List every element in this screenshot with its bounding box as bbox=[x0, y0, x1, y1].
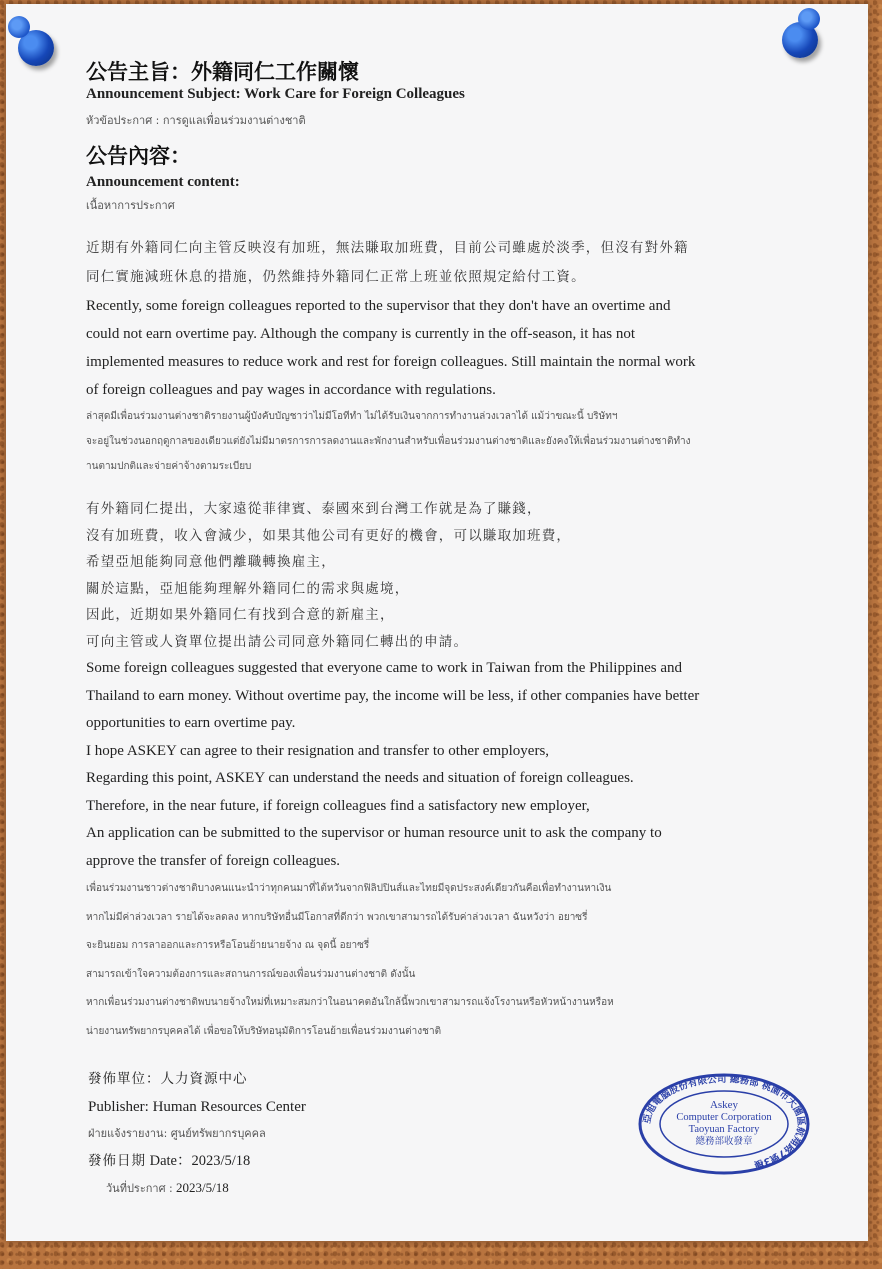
p1-en-line: implemented measures to reduce work and rest for foreign colleagues. Still maintain the normal work bbox=[86, 354, 696, 370]
stamp-line-4: 總務部收發章 bbox=[695, 1136, 753, 1147]
stamp-line-1: Askey bbox=[709, 1099, 739, 1111]
p2-th-line: จะยินยอม การลาออกและการหรือโอนย้ายนายจ้าง ณ จุดนี้ อยาซรี่ bbox=[86, 940, 370, 951]
date-label-zh: 發佈日期 bbox=[88, 1153, 146, 1169]
p2-zh-line: 有外籍同仁提出，大家遠從菲律賓、泰國來到台灣工作就是為了賺錢， bbox=[86, 501, 542, 517]
p2-en-line: I hope ASKEY can agree to their resignation and transfer to other employers, bbox=[86, 742, 550, 759]
p2-en-line: Thailand to earn money. Without overtime pay, the income will be less, if other companies have better bbox=[86, 687, 700, 704]
p2-en-line: opportunities to earn overtime pay. bbox=[86, 715, 296, 731]
p2-th-line: หากไม่มีค่าล่วงเวลา รายได้จะลดลง หากบริษัทอื่นมีโอกาสที่ดีกว่า พวกเขาสามารถได้รับค่าล่วงเวลา ฉันหวังว่า อยาซรี่ bbox=[86, 911, 588, 923]
p2-en-line: approve the transfer of foreign colleagues. bbox=[86, 852, 341, 869]
company-seal-stamp bbox=[636, 1072, 812, 1176]
publisher-en: Publisher: Human Resources Center bbox=[88, 1099, 306, 1115]
subject-title-en: Announcement Subject: Work Care for Foreign Colleagues bbox=[86, 86, 465, 102]
p2-th-line: สามารถเข้าใจความต้องการและสถานการณ์ของเพื่อนร่วมงานต่างชาติ ดังนั้น bbox=[86, 968, 416, 980]
publisher-th: ฝ่ายแจ้งรายงาน: ศูนย์ทรัพยากรบุคคล bbox=[88, 1127, 266, 1140]
p2-en-line: Some foreign colleagues suggested that everyone came to work in Taiwan from the Philippines and bbox=[86, 660, 683, 676]
p2-en-line: Therefore, in the near future, if foreign colleagues find a satisfactory new employer, bbox=[86, 797, 590, 814]
content-heading-en: Announcement content: bbox=[86, 174, 240, 190]
publisher-zh: 發佈單位：人力資源中心 bbox=[88, 1071, 248, 1087]
p1-th-line: ล่าสุดมีเพื่อนร่วมงานต่างชาติรายงานผู้บังคับบัญชาว่าไม่มีโอทีทำ ไม่ได้รับเงินจากการทำงานล่วงเวลาได้ แม้ว่าขณะนี้ บริษัทฯ bbox=[86, 411, 618, 422]
p2-th-line: เพื่อนร่วมงานชาวต่างชาติบางคนแนะนำว่าทุกคนมาที่ไต้หวันจากฟิลิปปินส์และไทยมีจุดประสงค์เดียวกันคือเพื่อทำงานหาเงิน bbox=[86, 883, 612, 894]
p1-en-line: of foreign colleagues and pay wages in accordance with regulations. bbox=[86, 382, 496, 398]
p2-th-line: หากเพื่อนร่วมงานต่างชาติพบนายจ้างใหม่ที่เหมาะสมกว่าในอนาคตอันใกล้นี้พวกเขาสามารถแจ้งโรงานหรือหัวหน้างานหรือห bbox=[86, 997, 614, 1008]
pushpin-icon bbox=[782, 22, 818, 58]
p1-en-line: Recently, some foreign colleagues reported to the supervisor that they don't have an overtime and bbox=[86, 298, 671, 314]
stamp-outer-text: 亞旭電腦股份有限公司 總務部 桃園市大園區航翔路7號3樓 bbox=[641, 1073, 807, 1171]
p2-zh-line: 沒有加班費，收入會減少，如果其他公司有更好的機會，可以賺取加班費， bbox=[86, 527, 572, 544]
date-value-en: Date：2023/5/18 bbox=[149, 1153, 251, 1169]
p1-zh-line: 同仁實施減班休息的措施，仍然維持外籍同仁正常上班並依照規定給付工資。 bbox=[86, 269, 586, 285]
p1-th-line: จะอยู่ในช่วงนอกฤดูกาลของเดียวแต่ยังไม่มีมาตรการการลดงานและพักงานสำหรับเพื่อนร่วมงานต่างชาติและยังคงให้เพื่อนร่วมงานต่างชาติทำง bbox=[86, 436, 691, 447]
date-value-th: 2023/5/18 bbox=[176, 1180, 229, 1195]
p2-zh-line: 希望亞旭能夠同意他們離職轉換雇主， bbox=[86, 554, 336, 570]
content-heading-th: เนื้อหาการประกาศ bbox=[86, 199, 175, 212]
p2-zh-line: 可向主管或人資單位提出請公司同意外籍同仁轉出的申請。 bbox=[86, 633, 469, 650]
subject-title-th: หัวข้อประกาศ : การดูแลเพื่อนร่วมงานต่างชาติ bbox=[86, 114, 306, 127]
p2-zh-line: 關於這點，亞旭能夠理解外籍同仁的需求與處境， bbox=[86, 580, 410, 597]
p2-en-line: An application can be submitted to the supervisor or human resource unit to ask the company to bbox=[86, 825, 662, 841]
publish-date bbox=[88, 1147, 306, 1175]
paragraph-2 bbox=[86, 496, 816, 1046]
content-heading-zh: 公告內容： bbox=[86, 144, 191, 168]
publish-date-th bbox=[88, 1175, 306, 1202]
stamp-line-2: Computer Corporation bbox=[676, 1112, 772, 1123]
subject-title-zh: 公告主旨：外籍同仁工作關懷 bbox=[86, 60, 359, 84]
pushpin-icon bbox=[18, 30, 54, 66]
stamp-line-3: Taoyuan Factory bbox=[688, 1124, 760, 1135]
date-label-th: วันที่ประกาศ : bbox=[106, 1182, 173, 1195]
p1-zh-line: 近期有外籍同仁向主管反映沒有加班，無法賺取加班費，目前公司雖處於淡季，但沒有對外籍 bbox=[86, 240, 689, 256]
p2-th-line: น่ายงานทรัพยากรบุคคลได้ เพื่อขอให้บริษัทอนุมัติการโอนย้ายเพื่อนร่วมงานต่างชาติ bbox=[86, 1025, 442, 1037]
p1-th-line: านตามปกติและจ่ายค่าจ้างตามระเบียบ bbox=[86, 461, 252, 472]
p1-en-line: could not earn overtime pay. Although the company is currently in the off-season, it has not bbox=[86, 326, 636, 342]
p2-zh-line: 因此，近期如果外籍同仁有找到合意的新雇主， bbox=[86, 607, 395, 623]
paragraph-1 bbox=[86, 234, 816, 479]
footer bbox=[88, 1064, 306, 1202]
p2-en-line: Regarding this point, ASKEY can understand the needs and situation of foreign colleagues. bbox=[86, 770, 634, 786]
